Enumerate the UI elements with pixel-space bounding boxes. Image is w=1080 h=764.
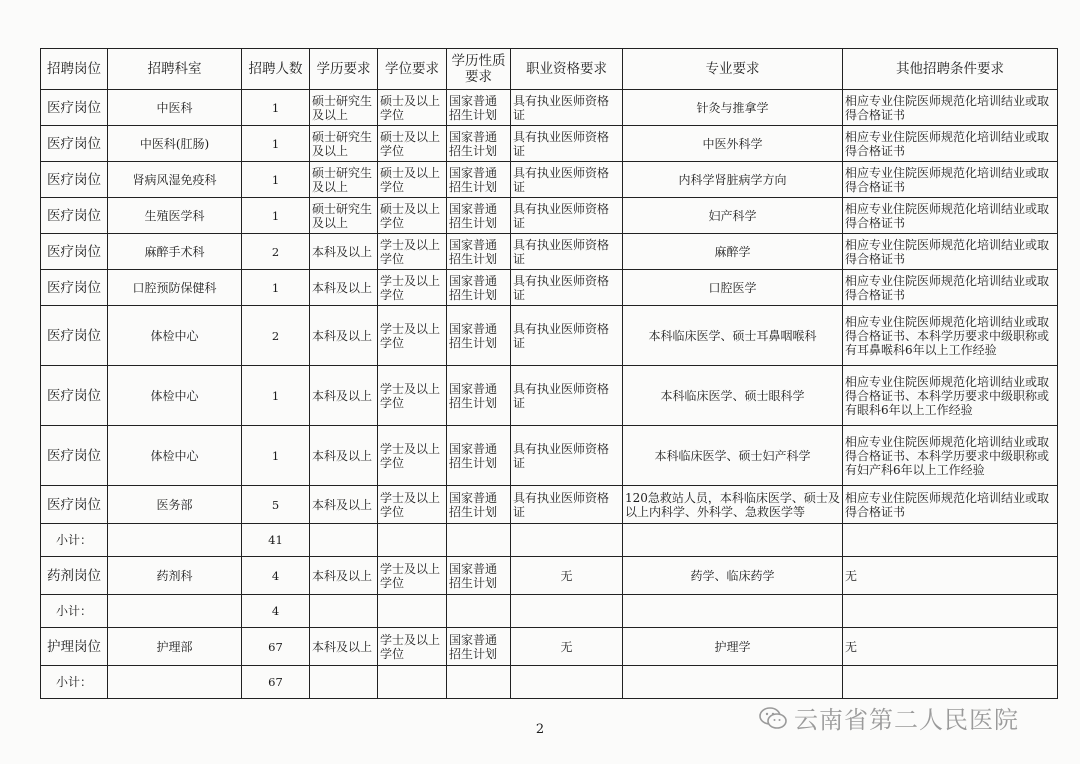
cell-other: 相应专业住院医师规范化培训结业或取得合格证书 <box>843 198 1058 234</box>
cell-other: 相应专业住院医师规范化培训结业或取得合格证书、本科学历要求中级职称或有眼科6年以上工作经验 <box>843 366 1058 426</box>
cell-headcount: 1 <box>242 198 310 234</box>
cell-education: 本科及以上 <box>310 306 378 366</box>
cell-major: 本科临床医学、硕士眼科学 <box>623 366 843 426</box>
cell-certification: 具有执业医师资格证 <box>511 162 623 198</box>
cell-major: 120急救站人员，本科临床医学、硕士及以上内科学、外科学、急救医学等 <box>623 486 843 524</box>
table-row <box>41 234 1058 270</box>
cell-headcount: 1 <box>242 270 310 306</box>
cell-education-nature: 国家普通招生计划 <box>447 426 511 486</box>
cell-department: 麻醉手术科 <box>108 234 242 270</box>
table-row <box>41 306 1058 366</box>
cell-other: 相应专业住院医师规范化培训结业或取得合格证书 <box>843 126 1058 162</box>
cell-degree: 学士及以上学位 <box>378 270 447 306</box>
cell-department: 体检中心 <box>108 366 242 426</box>
table-row <box>41 270 1058 306</box>
cell-position: 护理岗位 <box>41 628 108 666</box>
page-number: 2 <box>535 722 545 737</box>
cell-headcount: 1 <box>242 126 310 162</box>
watermark <box>758 700 1019 735</box>
subtotal-row <box>41 524 1058 557</box>
cell-position: 医疗岗位 <box>41 426 108 486</box>
header-headcount: 招聘人数 <box>242 49 310 90</box>
cell-department: 体检中心 <box>108 426 242 486</box>
table-row <box>41 366 1058 426</box>
header-degree: 学位要求 <box>378 49 447 90</box>
cell-education: 硕士研究生及以上 <box>310 198 378 234</box>
header-other-requirements: 其他招聘条件要求 <box>843 49 1058 90</box>
cell-headcount: 4 <box>242 557 310 595</box>
cell-other: 相应专业住院医师规范化培训结业或取得合格证书 <box>843 270 1058 306</box>
subtotal-value: 4 <box>242 595 310 628</box>
cell-degree: 学士及以上学位 <box>378 234 447 270</box>
cell-headcount: 1 <box>242 366 310 426</box>
cell-education: 本科及以上 <box>310 557 378 595</box>
cell-certification: 具有执业医师资格证 <box>511 486 623 524</box>
cell-major: 妇产科学 <box>623 198 843 234</box>
subtotal-row <box>41 595 1058 628</box>
cell-position: 医疗岗位 <box>41 366 108 426</box>
recruitment-table-wrapper <box>40 48 1057 699</box>
table-row <box>41 557 1058 595</box>
cell-other: 相应专业住院医师规范化培训结业或取得合格证书 <box>843 162 1058 198</box>
recruitment-table <box>40 48 1058 699</box>
cell-education: 硕士研究生及以上 <box>310 90 378 126</box>
cell-major: 口腔医学 <box>623 270 843 306</box>
cell-certification: 具有执业医师资格证 <box>511 90 623 126</box>
cell-headcount: 1 <box>242 90 310 126</box>
cell-other: 无 <box>843 557 1058 595</box>
cell-degree: 学士及以上学位 <box>378 486 447 524</box>
cell-other: 相应专业住院医师规范化培训结业或取得合格证书 <box>843 90 1058 126</box>
cell-position: 医疗岗位 <box>41 234 108 270</box>
cell-other: 无 <box>843 628 1058 666</box>
cell-education-nature: 国家普通招生计划 <box>447 628 511 666</box>
cell-certification: 无 <box>511 557 623 595</box>
cell-degree: 硕士及以上学位 <box>378 198 447 234</box>
cell-headcount: 5 <box>242 486 310 524</box>
cell-major: 麻醉学 <box>623 234 843 270</box>
cell-department: 肾病风湿免疫科 <box>108 162 242 198</box>
subtotal-label: 小计： <box>41 666 108 699</box>
cell-major: 护理学 <box>623 628 843 666</box>
cell-certification: 具有执业医师资格证 <box>511 426 623 486</box>
subtotal-value: 67 <box>242 666 310 699</box>
cell-position: 医疗岗位 <box>41 90 108 126</box>
cell-degree: 学士及以上学位 <box>378 366 447 426</box>
subtotal-label: 小计： <box>41 524 108 557</box>
header-certification: 职业资格要求 <box>511 49 623 90</box>
cell-education-nature: 国家普通招生计划 <box>447 557 511 595</box>
cell-education-nature: 国家普通招生计划 <box>447 486 511 524</box>
cell-education: 本科及以上 <box>310 234 378 270</box>
cell-education-nature: 国家普通招生计划 <box>447 270 511 306</box>
cell-department: 生殖医学科 <box>108 198 242 234</box>
subtotal-label: 小计： <box>41 595 108 628</box>
cell-major: 本科临床医学、硕士耳鼻咽喉科 <box>623 306 843 366</box>
cell-position: 医疗岗位 <box>41 486 108 524</box>
cell-education: 本科及以上 <box>310 628 378 666</box>
cell-position: 医疗岗位 <box>41 198 108 234</box>
cell-other: 相应专业住院医师规范化培训结业或取得合格证书 <box>843 234 1058 270</box>
cell-department: 医务部 <box>108 486 242 524</box>
cell-department: 口腔预防保健科 <box>108 270 242 306</box>
table-row <box>41 162 1058 198</box>
cell-position: 医疗岗位 <box>41 306 108 366</box>
cell-position: 医疗岗位 <box>41 162 108 198</box>
cell-other: 相应专业住院医师规范化培训结业或取得合格证书 <box>843 486 1058 524</box>
cell-education-nature: 国家普通招生计划 <box>447 198 511 234</box>
cell-degree: 学士及以上学位 <box>378 306 447 366</box>
cell-education: 本科及以上 <box>310 270 378 306</box>
cell-certification: 具有执业医师资格证 <box>511 198 623 234</box>
cell-headcount: 2 <box>242 306 310 366</box>
wechat-icon <box>758 705 788 731</box>
cell-certification: 具有执业医师资格证 <box>511 126 623 162</box>
cell-degree: 硕士及以上学位 <box>378 126 447 162</box>
header-education-nature: 学历性质要求 <box>447 49 511 90</box>
cell-certification: 具有执业医师资格证 <box>511 306 623 366</box>
cell-education-nature: 国家普通招生计划 <box>447 234 511 270</box>
cell-education: 硕士研究生及以上 <box>310 126 378 162</box>
subtotal-row <box>41 666 1058 699</box>
cell-certification: 无 <box>511 628 623 666</box>
cell-headcount: 2 <box>242 234 310 270</box>
cell-certification: 具有执业医师资格证 <box>511 366 623 426</box>
header-major: 专业要求 <box>623 49 843 90</box>
cell-headcount: 1 <box>242 426 310 486</box>
cell-education-nature: 国家普通招生计划 <box>447 366 511 426</box>
cell-education-nature: 国家普通招生计划 <box>447 90 511 126</box>
header-position: 招聘岗位 <box>41 49 108 90</box>
cell-other: 相应专业住院医师规范化培训结业或取得合格证书、本科学历要求中级职称或有耳鼻喉科6年以上工作经验 <box>843 306 1058 366</box>
cell-degree: 硕士及以上学位 <box>378 90 447 126</box>
table-row <box>41 90 1058 126</box>
cell-headcount: 67 <box>242 628 310 666</box>
cell-position: 医疗岗位 <box>41 126 108 162</box>
cell-education: 本科及以上 <box>310 366 378 426</box>
cell-education: 本科及以上 <box>310 426 378 486</box>
table-row <box>41 426 1058 486</box>
cell-degree: 学士及以上学位 <box>378 557 447 595</box>
cell-headcount: 1 <box>242 162 310 198</box>
cell-position: 医疗岗位 <box>41 270 108 306</box>
cell-education-nature: 国家普通招生计划 <box>447 126 511 162</box>
cell-degree: 硕士及以上学位 <box>378 162 447 198</box>
cell-department: 药剂科 <box>108 557 242 595</box>
cell-education: 硕士研究生及以上 <box>310 162 378 198</box>
subtotal-value: 41 <box>242 524 310 557</box>
table-header-row <box>41 49 1058 90</box>
watermark-text: 云南省第二人民医院 <box>794 706 1019 734</box>
cell-certification: 具有执业医师资格证 <box>511 234 623 270</box>
cell-major: 针灸与推拿学 <box>623 90 843 126</box>
table-row <box>41 628 1058 666</box>
cell-department: 护理部 <box>108 628 242 666</box>
cell-major: 本科临床医学、硕士妇产科学 <box>623 426 843 486</box>
cell-education-nature: 国家普通招生计划 <box>447 306 511 366</box>
cell-major: 药学、临床药学 <box>623 557 843 595</box>
cell-education-nature: 国家普通招生计划 <box>447 162 511 198</box>
cell-certification: 具有执业医师资格证 <box>511 270 623 306</box>
header-education: 学历要求 <box>310 49 378 90</box>
cell-position: 药剂岗位 <box>41 557 108 595</box>
cell-degree: 学士及以上学位 <box>378 628 447 666</box>
table-row <box>41 126 1058 162</box>
cell-other: 相应专业住院医师规范化培训结业或取得合格证书、本科学历要求中级职称或有妇产科6年以上工作经验 <box>843 426 1058 486</box>
cell-degree: 学士及以上学位 <box>378 426 447 486</box>
header-department: 招聘科室 <box>108 49 242 90</box>
cell-department: 体检中心 <box>108 306 242 366</box>
cell-major: 中医外科学 <box>623 126 843 162</box>
cell-education: 本科及以上 <box>310 486 378 524</box>
cell-department: 中医科 <box>108 90 242 126</box>
cell-department: 中医科(肛肠) <box>108 126 242 162</box>
table-row <box>41 198 1058 234</box>
table-row <box>41 486 1058 524</box>
cell-major: 内科学肾脏病学方向 <box>623 162 843 198</box>
